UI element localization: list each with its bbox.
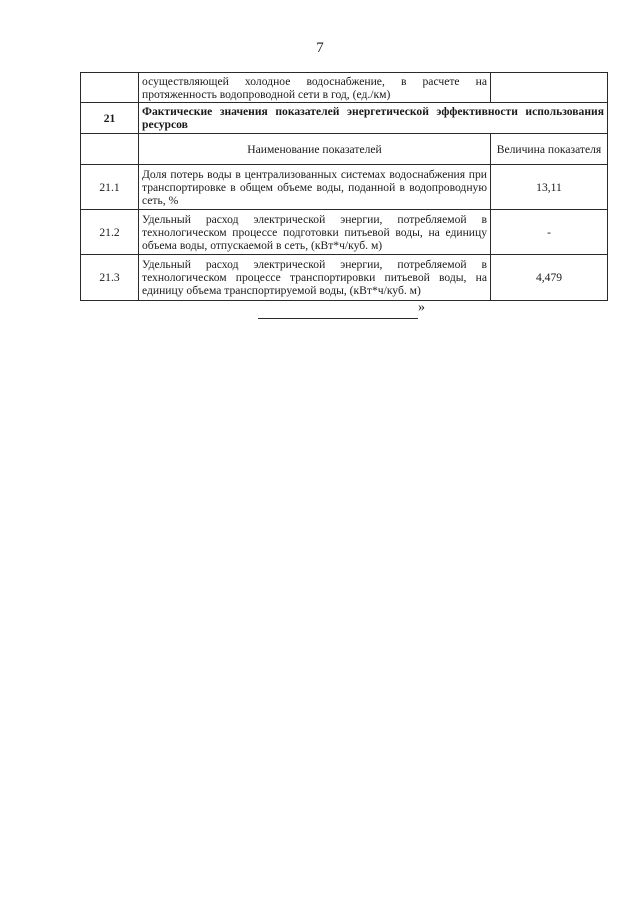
header-number-cell: [81, 134, 139, 165]
row-text: Удельный расход электрической энергии, потребляемой в технологическом процессе подготовки питьевой воды, на единицу объема воды, отпускаемой в сеть, (кВт*ч/куб. м): [139, 210, 491, 255]
row-value: 13,11: [491, 165, 608, 210]
continuation-row-value: [491, 73, 608, 103]
continuation-row-number: [81, 73, 139, 103]
table-row: [81, 165, 608, 210]
row-value: -: [491, 210, 608, 255]
section-number: 21: [81, 103, 139, 134]
row-number: 21.2: [81, 210, 139, 255]
closing-quote-mark: »: [418, 300, 425, 315]
page-number: 7: [316, 40, 324, 56]
header-row: [81, 134, 608, 165]
row-text: Доля потерь воды в централизованных системах водоснабжения при транспортировке в общем объеме воды, поданной в водопроводную сеть, %: [139, 165, 491, 210]
continuation-row: [81, 73, 608, 103]
row-text: Удельный расход электрической энергии, потребляемой в технологическом процессе транспортировки питьевой воды, на единицу объема транспортируемой воды, (кВт*ч/куб. м): [139, 255, 491, 301]
closing-underline: [258, 304, 418, 319]
header-value-label: Величина показателя: [491, 134, 608, 165]
table-row: [81, 255, 608, 301]
section-row: [81, 103, 608, 134]
row-value: 4,479: [491, 255, 608, 301]
row-number: 21.3: [81, 255, 139, 301]
table-row: [81, 210, 608, 255]
section-title: Фактические значения показателей энергетической эффективности использования ресурсов: [139, 103, 608, 134]
indicators-table: [80, 72, 608, 301]
row-number: 21.1: [81, 165, 139, 210]
header-name-label: Наименование показателей: [139, 134, 491, 165]
continuation-row-text: осуществляющей холодное водоснабжение, в расчете на протяженность водопроводной сети в год, (ед./км): [139, 73, 491, 103]
